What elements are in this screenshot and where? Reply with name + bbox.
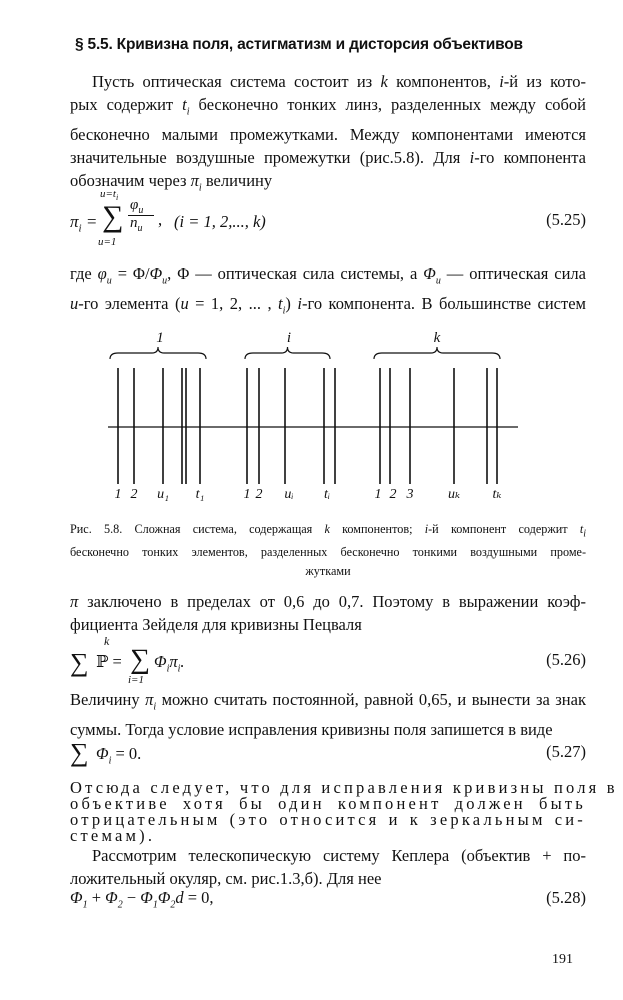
- equation-number: (5.27): [546, 742, 586, 761]
- intro-line: Пусть оптическая система состоит из k компонентов, i-й из кото-: [92, 72, 587, 91]
- page-number: 191: [552, 952, 573, 967]
- component-label: 1: [156, 330, 164, 346]
- intro-line: бесконечно малыми промежутками. Между компонентами имеются: [70, 125, 586, 145]
- equation-5-25: $u=t_i$ $\pi_i$ = ∑ $\varphi_u$ $n_u$ , (i = 1, 2,..., k) u=1 (5.25): [70, 188, 586, 248]
- conclusion-line: стемам).: [70, 826, 156, 845]
- element-tick-label: uₖ: [447, 487, 461, 502]
- equation-number: (5.25): [546, 210, 586, 229]
- element-tick-label: 2: [130, 487, 138, 502]
- element-tick-label: u₁: [157, 487, 169, 502]
- constant-line: Величину $\pi_i$ можно считать постоянной, равной 0,65, и вынести за знак: [70, 690, 586, 713]
- element-tick-label: tᵢ: [323, 487, 331, 502]
- conclusion-paragraph: [70, 778, 618, 845]
- intro-line: рых содержит $t_i$ бесконечно тонких линз, разделенных между собой: [70, 95, 586, 118]
- caption-line: бесконечно тонких элементов, разделенных бесконечно тонкими воздушными проме-: [70, 545, 586, 560]
- component-brace: [245, 347, 330, 359]
- component-brace: [374, 347, 500, 359]
- element-tick-label: t₁: [195, 487, 205, 502]
- equation-number: (5.28): [546, 888, 586, 907]
- equation-5-28: $\Phi_1 + \Phi_2 - \Phi_1\Phi_2d = 0$, (5.28): [70, 888, 586, 911]
- element-tick-label: 1: [114, 487, 122, 502]
- element-tick-label: tₖ: [492, 487, 502, 502]
- intro-line: значительные воздушные промежутки (рис.5.8). Для i-го компонента: [70, 148, 586, 168]
- element-tick-label: 1: [243, 487, 251, 502]
- component-brace: [110, 347, 206, 359]
- range-paragraph: [70, 590, 586, 636]
- eq525-range: (i = 1, 2,..., k): [174, 212, 266, 231]
- intro-line: обозначим через $\pi_i$ величину: [70, 171, 273, 194]
- conclusion-line: объективе хотя бы один компонент должен быть: [70, 794, 586, 813]
- constant-line: суммы. Тогда условие исправления кривизны поля запишется в виде: [70, 720, 553, 740]
- caption-line: Рис. 5.8. Сложная система, содержащая k компонентов; i-й компонент содержит $t_i$: [70, 522, 587, 540]
- definition-paragraph: [70, 262, 586, 323]
- intro-paragraph: [70, 70, 586, 200]
- conclusion-line: Отсюда следует, что для исправления кривизны поля в: [70, 778, 618, 797]
- range-line: π заключено в пределах от 0,6 до 0,7. Поэтому в выражении коэф-: [70, 592, 586, 611]
- conclusion-line: отрицательным (это относится и к зеркальным си-: [70, 810, 586, 829]
- definition-line: где $\varphi_u = \Phi/\Phi_u$, Φ — оптическая сила системы, а $\Phi_u$ — оптическая сила: [70, 264, 586, 287]
- element-tick-label: 2: [389, 487, 397, 502]
- element-tick-label: 2: [255, 487, 263, 502]
- element-tick-label: 3: [406, 487, 414, 502]
- range-line: фициента Зейделя для кривизны Пецваля: [70, 615, 362, 634]
- kepler-paragraph: [70, 844, 586, 890]
- equation-5-26: k ∑ ℙ = ∑ $\Phi_i\pi_i$. i=1 (5.26): [70, 634, 586, 686]
- element-tick-label: uᵢ: [284, 487, 294, 502]
- element-tick-label: 1: [374, 487, 382, 502]
- figure-caption: [70, 520, 586, 581]
- equation-number: (5.26): [546, 650, 586, 669]
- kepler-line: ложительный окуляр, см. рис.1.3,б). Для нее: [70, 869, 382, 888]
- kepler-line: Рассмотрим телескопическую систему Кеплера (объектив + по-: [92, 846, 586, 865]
- constant-paragraph: [70, 688, 586, 741]
- component-label: k: [433, 330, 441, 346]
- caption-line: жутками: [305, 564, 351, 579]
- section-title: § 5.5. Кривизна поля, астигматизм и дисторсия объективов: [75, 36, 523, 53]
- definition-line: u-го элемента (u = 1, 2, ... , $t_i$) i-го компонента. В большинстве систем: [70, 294, 586, 317]
- component-label: i: [286, 330, 292, 346]
- equation-5-27: ∑ $\Phi_i = 0$. (5.27): [70, 738, 586, 767]
